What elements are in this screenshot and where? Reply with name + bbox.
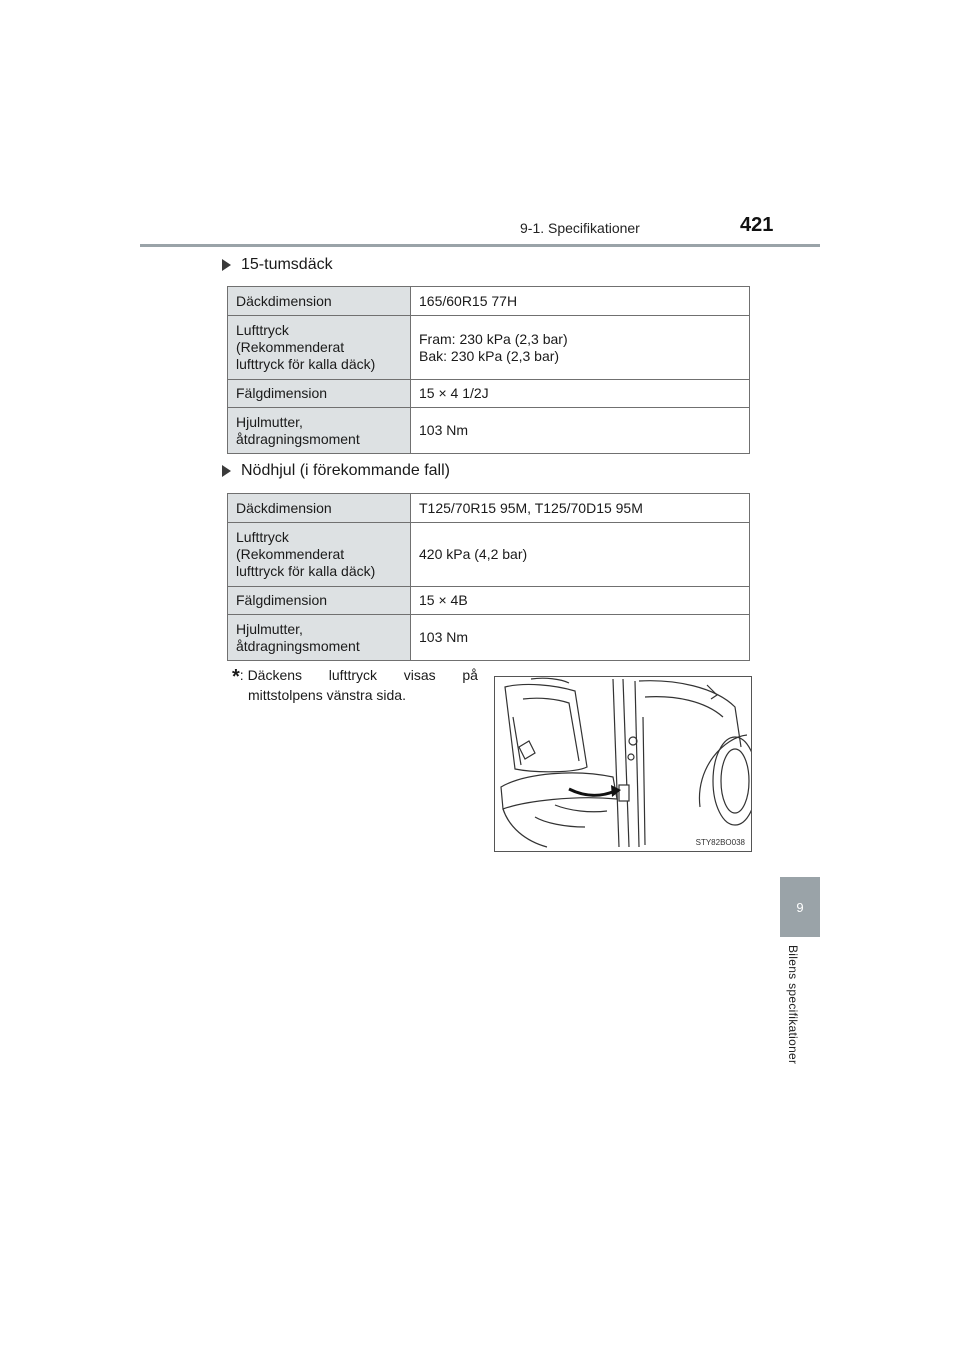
row-label: Däckdimension: [228, 287, 411, 316]
row-value: 15 × 4 1/2J: [411, 380, 750, 408]
table-row: [228, 380, 750, 408]
row-value: 420 kPa (4,2 bar): [411, 523, 750, 587]
table-row: [228, 494, 750, 523]
car-door-pillar-illustration: [495, 677, 751, 851]
section-heading-15-inch: [222, 256, 333, 274]
figure-code: STY82BO038: [695, 838, 745, 847]
row-label: Lufttryck (Rekommenderat lufttryck för kalla däck): [228, 316, 411, 380]
section-heading-spare-wheel: [222, 462, 450, 480]
page-number: 421: [740, 214, 774, 236]
table-row: [228, 523, 750, 587]
chapter-tab: [780, 877, 820, 937]
header-divider: [140, 244, 820, 247]
spec-table-spare-wheel: [227, 493, 750, 661]
chapter-number: 9: [796, 899, 804, 915]
row-value: Fram: 230 kPa (2,3 bar) Bak: 230 kPa (2,3 bar): [411, 316, 750, 380]
table-row: [228, 316, 750, 380]
asterisk-icon: *: [232, 666, 240, 688]
row-value: 15 × 4B: [411, 587, 750, 615]
row-label: Fälgdimension: [228, 587, 411, 615]
row-label: Däckdimension: [228, 494, 411, 523]
chapter-section-title: 9-1. Specifikationer: [520, 220, 640, 236]
section-heading-text: 15-tumsdäck: [241, 256, 333, 273]
row-label: Hjulmutter, åtdragningsmoment: [228, 408, 411, 454]
row-label: Lufttryck (Rekommenderat lufttryck för kalla däck): [228, 523, 411, 587]
section-heading-text: Nödhjul (i förekommande fall): [241, 462, 450, 479]
row-label: Hjulmutter, åtdragningsmoment: [228, 615, 411, 661]
footnote-line-2: mittstolpens vänstra sida.: [248, 687, 406, 703]
row-value: 103 Nm: [411, 408, 750, 454]
table-row: [228, 615, 750, 661]
footnote-line-1: *: Däckens lufttryck visas på: [232, 666, 478, 688]
row-label: Fälgdimension: [228, 380, 411, 408]
tire-pressure-label-illustration: [494, 676, 752, 852]
row-value: T125/70R15 95M, T125/70D15 95M: [411, 494, 750, 523]
chapter-title-vertical: Bilens specifikationer: [786, 945, 800, 1065]
footnote: [232, 666, 478, 704]
triangle-bullet-icon: [222, 465, 231, 477]
table-row: [228, 287, 750, 316]
triangle-bullet-icon: [222, 259, 231, 271]
row-value: 165/60R15 77H: [411, 287, 750, 316]
table-row: [228, 587, 750, 615]
row-value: 103 Nm: [411, 615, 750, 661]
spec-table-15-inch: [227, 286, 750, 454]
table-row: [228, 408, 750, 454]
